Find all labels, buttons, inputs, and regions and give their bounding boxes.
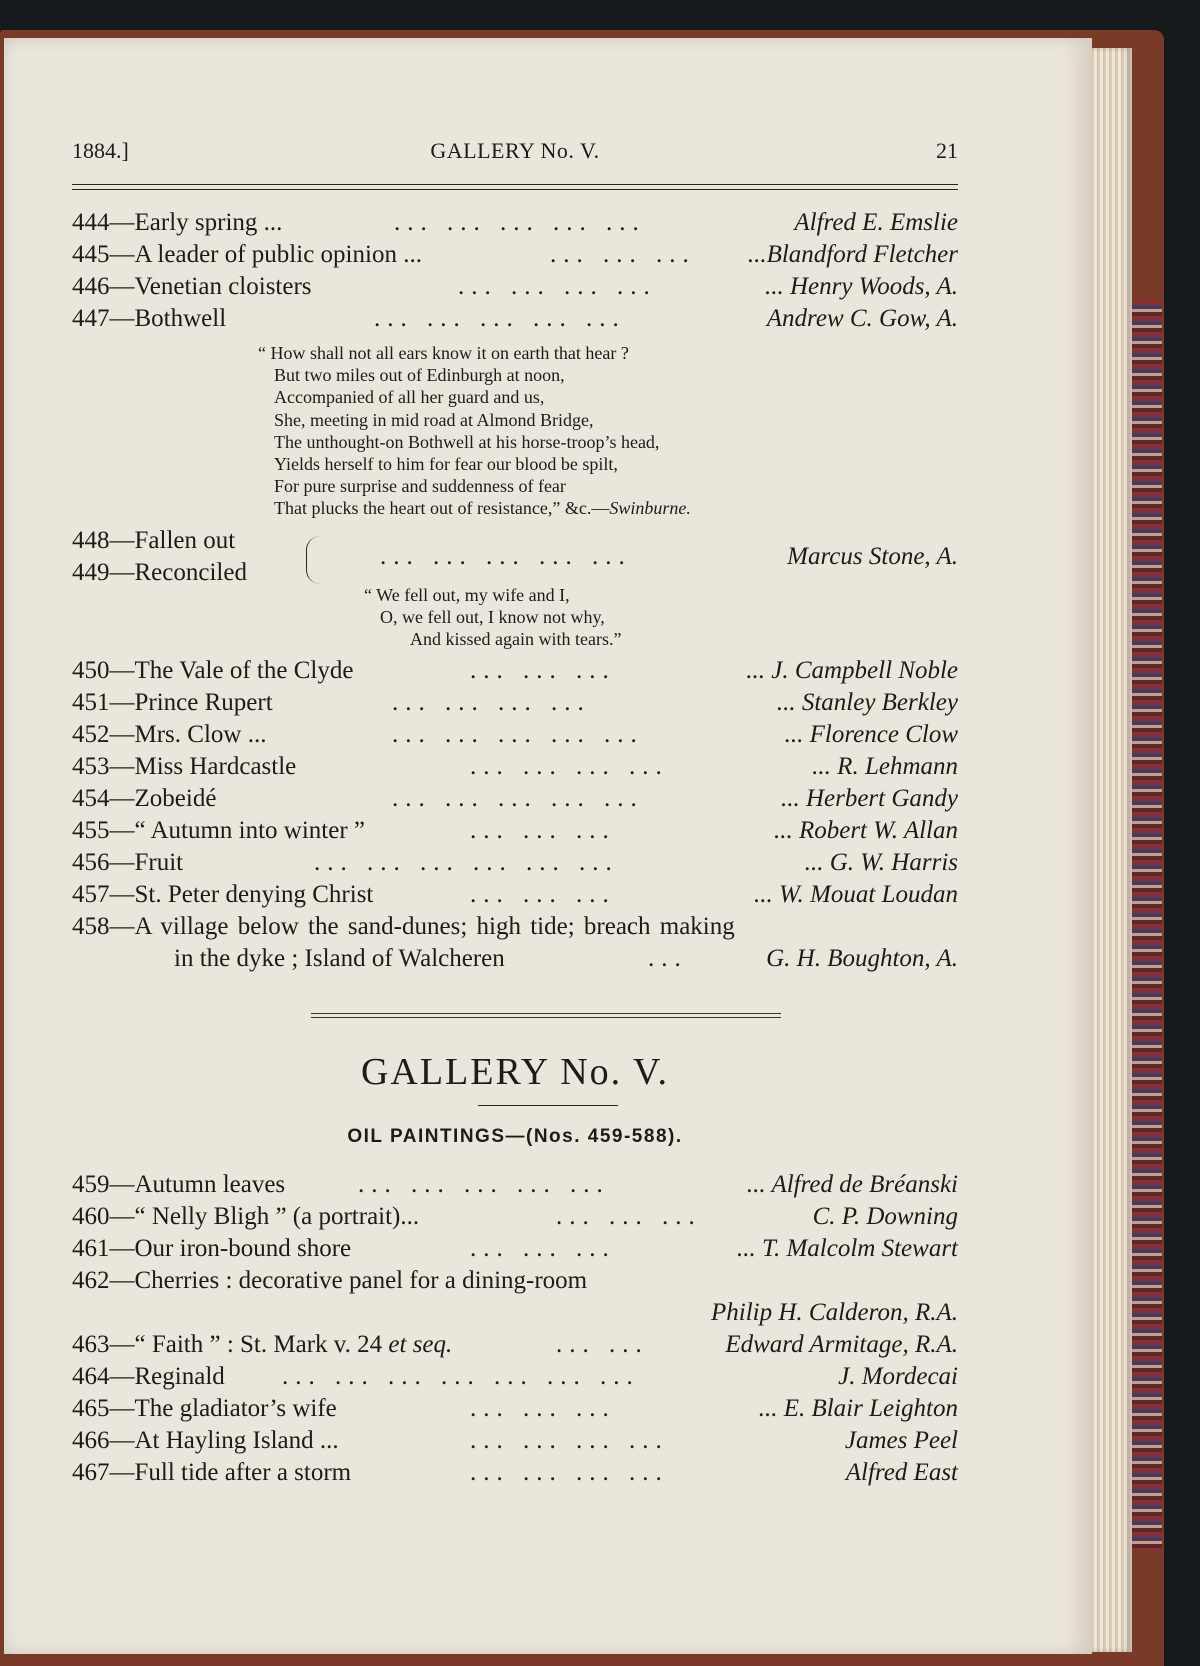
entry-leader-dots: ... ... ... bbox=[470, 657, 616, 684]
entry-artist: ... G. W. Harris bbox=[804, 849, 958, 876]
entry-leader-dots: ... ... ... ... bbox=[470, 1459, 669, 1486]
entry-artist: ... E. Blair Leighton bbox=[758, 1395, 958, 1422]
entry-title-text: 463—“ Faith ” : St. Mark v. 24 bbox=[72, 1331, 389, 1358]
entry-title bbox=[72, 1330, 452, 1360]
catalogue-entry bbox=[72, 816, 958, 846]
catalogue-entry bbox=[72, 880, 958, 910]
catalogue-entry bbox=[72, 1362, 958, 1392]
entry-leader-dots: ... ... ... bbox=[470, 817, 616, 844]
entry-artist: J. Mordecai bbox=[838, 1363, 958, 1390]
running-header bbox=[72, 138, 958, 168]
entry-artist: Alfred East bbox=[845, 1459, 958, 1486]
catalogue-entry bbox=[72, 1426, 958, 1456]
catalogue-entry bbox=[72, 1170, 958, 1200]
catalogue-entry bbox=[72, 688, 958, 718]
catalogue-entry bbox=[72, 752, 958, 782]
entry-title-italic: et seq. bbox=[388, 1331, 453, 1358]
quote-line: She, meeting in mid road at Almond Bridge, bbox=[274, 409, 594, 430]
entry-title: 462—Cherries : decorative panel for a dining-room bbox=[72, 1267, 588, 1294]
entry-artist: ... Alfred de Bréanski bbox=[746, 1171, 958, 1198]
entry-leader-dots: ... ... bbox=[556, 1331, 649, 1358]
entry-leader-dots: ... ... ... ... bbox=[458, 273, 657, 300]
entry-leader-dots: ... ... ... bbox=[550, 241, 696, 268]
quote-line: O, we fell out, I know not why, bbox=[380, 607, 605, 628]
entry-artist: ... J. Campbell Noble bbox=[746, 657, 958, 684]
catalogue-entry bbox=[72, 912, 958, 942]
quote-attribution: Swinburne. bbox=[609, 498, 691, 519]
entry-title: 450—The Vale of the Clyde bbox=[72, 657, 354, 684]
entry-artist: ... Henry Woods, A. bbox=[764, 273, 958, 300]
catalogue-entry bbox=[72, 1394, 958, 1424]
entry-title: 444—Early spring ... bbox=[72, 209, 283, 236]
catalogue-entry bbox=[72, 848, 958, 878]
oil-paintings-heading: OIL PAINTINGS—(Nos. 459-588). bbox=[347, 1126, 683, 1147]
entry-leader-dots: ... ... ... ... bbox=[392, 689, 591, 716]
catalogue-entry bbox=[72, 304, 958, 334]
entry-artist: ...Blandford Fletcher bbox=[747, 241, 958, 268]
entry-artist: James Peel bbox=[844, 1427, 958, 1454]
entry-title: 445—A leader of public opinion ... bbox=[72, 241, 422, 268]
quote-line: And kissed again with tears.” bbox=[410, 629, 622, 650]
entry-artist: ... Herbert Gandy bbox=[780, 785, 958, 812]
entry-leader-dots: ... ... ... bbox=[556, 1203, 702, 1230]
catalogue-entry bbox=[72, 240, 958, 270]
entry-artist: Alfred E. Emslie bbox=[794, 209, 958, 236]
entry-leader-dots: ... ... ... ... bbox=[470, 1427, 669, 1454]
entry-leader-dots: ... ... ... ... ... bbox=[392, 785, 644, 812]
entry-title: 467—Full tide after a storm bbox=[72, 1459, 352, 1486]
header-year: 1884.] bbox=[72, 138, 129, 163]
entry-title: 449—Reconciled bbox=[72, 559, 247, 586]
entry-title: 458—A village below the sand-dunes; high tide; breach making bbox=[72, 913, 735, 940]
entry-title: 447—Bothwell bbox=[72, 305, 227, 332]
entry-artist: Andrew C. Gow, A. bbox=[766, 305, 958, 332]
entry-artist: G. H. Boughton, A. bbox=[766, 945, 958, 972]
gallery-title: GALLERY No. V. bbox=[360, 1051, 670, 1093]
catalogue-entry bbox=[72, 1458, 958, 1488]
marbled-book-edge bbox=[1132, 300, 1162, 1550]
catalogue-entry bbox=[72, 272, 958, 302]
quote-line bbox=[274, 497, 691, 519]
paired-entry-artist-line bbox=[72, 542, 958, 572]
quote-line: But two miles out of Edinburgh at noon, bbox=[274, 365, 565, 386]
catalogue-entry bbox=[72, 720, 958, 750]
catalogue-entry-continuation bbox=[72, 1298, 958, 1328]
entry-leader-dots: ... ... ... ... ... bbox=[380, 543, 632, 570]
quote-line: “ How shall not all ears know it on earth that hear ? bbox=[258, 343, 629, 363]
quote-last-line: That plucks the heart out of resistance,” &c.— bbox=[274, 498, 610, 519]
entry-leader-dots: ... ... ... ... ... bbox=[392, 721, 644, 748]
catalogue-entry bbox=[72, 1266, 958, 1296]
entry-artist: Philip H. Calderon, R.A. bbox=[711, 1299, 958, 1326]
entry-title: 448—Fallen out bbox=[72, 527, 236, 554]
entry-artist: Edward Armitage, R.A. bbox=[725, 1331, 958, 1358]
catalogue-entry bbox=[72, 656, 958, 686]
entry-title: 465—The gladiator’s wife bbox=[72, 1395, 337, 1422]
entry-artist: ... T. Malcolm Stewart bbox=[736, 1235, 958, 1262]
entry-leader-dots: ... ... ... ... bbox=[470, 753, 669, 780]
quote-line: “ We fell out, my wife and I, bbox=[364, 585, 570, 605]
entry-title: 452—Mrs. Clow ... bbox=[72, 721, 267, 748]
swinburne-quote bbox=[258, 342, 691, 520]
entry-artist: ... Robert W. Allan bbox=[773, 817, 958, 844]
section-divider bbox=[311, 1013, 781, 1018]
entry-title: 466—At Hayling Island ... bbox=[72, 1427, 339, 1454]
quote-line: Yields herself to him for fear our blood be spilt, bbox=[274, 454, 618, 475]
entry-title: 453—Miss Hardcastle bbox=[72, 753, 297, 780]
entry-title-continued: in the dyke ; Island of Walcheren bbox=[174, 945, 505, 972]
page-number: 21 bbox=[936, 138, 958, 163]
quote-line: For pure surprise and suddenness of fear bbox=[274, 476, 566, 497]
entry-title: 454—Zobeidé bbox=[72, 785, 217, 812]
entry-leader-dots: ... ... ... ... ... ... bbox=[314, 849, 619, 876]
entry-artist: ... Florence Clow bbox=[784, 721, 958, 748]
entry-leader-dots: ... ... ... bbox=[470, 1235, 616, 1262]
entry-title: 455—“ Autumn into winter ” bbox=[72, 817, 366, 844]
catalogue-entry bbox=[72, 1330, 958, 1360]
entry-title: 460—“ Nelly Bligh ” (a portrait)... bbox=[72, 1203, 420, 1230]
entry-artist: Marcus Stone, A. bbox=[787, 543, 958, 570]
entry-leader-dots: ... ... ... bbox=[470, 1395, 616, 1422]
entry-artist: ... R. Lehmann bbox=[812, 753, 958, 780]
entry-title: 446—Venetian cloisters bbox=[72, 273, 312, 300]
entry-leader-dots: ... bbox=[648, 945, 688, 972]
entry-artist: ... Stanley Berkley bbox=[776, 689, 958, 716]
header-rule bbox=[72, 184, 958, 190]
tennyson-quote bbox=[364, 584, 621, 651]
catalogue-entry bbox=[72, 784, 958, 814]
entry-title: 451—Prince Rupert bbox=[72, 689, 273, 716]
catalogue-entry-continuation bbox=[72, 944, 958, 974]
entry-leader-dots: ... ... ... ... ... bbox=[374, 305, 626, 332]
entry-title: 456—Fruit bbox=[72, 849, 184, 876]
header-gallery: GALLERY No. V. bbox=[430, 138, 600, 163]
entry-leader-dots: ... ... ... bbox=[470, 881, 616, 908]
entry-artist: ... W. Mouat Loudan bbox=[754, 881, 958, 908]
entry-title: 464—Reginald bbox=[72, 1363, 225, 1390]
entry-title: 459—Autumn leaves bbox=[72, 1171, 286, 1198]
title-rule bbox=[478, 1105, 618, 1106]
entry-title: 457—St. Peter denying Christ bbox=[72, 881, 374, 908]
quote-line: Accompanied of all her guard and us, bbox=[274, 387, 545, 408]
catalogue-entry bbox=[72, 1234, 958, 1264]
catalogue-entry bbox=[72, 208, 958, 238]
catalogue-entry bbox=[72, 1202, 958, 1232]
entry-leader-dots: ... ... ... ... ... bbox=[394, 209, 646, 236]
entry-leader-dots: ... ... ... ... ... bbox=[358, 1171, 610, 1198]
quote-line: The unthought-on Bothwell at his horse-troop’s head, bbox=[274, 431, 660, 452]
entry-artist: C. P. Downing bbox=[812, 1203, 958, 1230]
entry-title: 461—Our iron-bound shore bbox=[72, 1235, 352, 1262]
entry-leader-dots: ... ... ... ... ... ... ... bbox=[282, 1363, 640, 1390]
